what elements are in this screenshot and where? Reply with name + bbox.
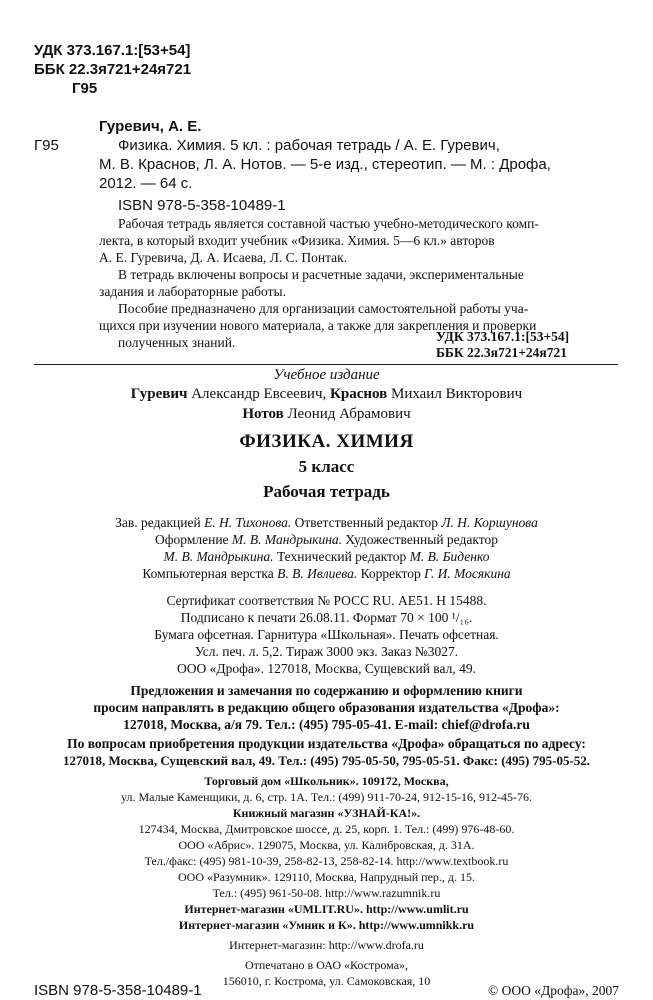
authors-line-1 — [0, 386, 653, 403]
bib-isbn: ISBN 978-5-358-10489-1 — [118, 197, 286, 214]
bib-title-line-1: Физика. Химия. 5 кл. : рабочая тетрадь / А. Е. Гуревич, — [118, 137, 500, 154]
footer-copyright: © ООО «Дрофа», 2007 — [488, 983, 619, 998]
imprint-publisher: ООО «Дрофа». 127018, Москва, Сущевский вал, 49. — [177, 661, 476, 676]
shop-5: Интернет-магазин «UMLIT.RU». http://www.umlit.ru — [184, 902, 469, 916]
credits-person: Г. И. Мосякина — [424, 566, 511, 581]
credits-person: М. В. Мандрыкина. — [231, 532, 343, 547]
book-grade: 5 класс — [298, 457, 355, 476]
book-subtitle: Рабочая тетрадь — [263, 482, 390, 501]
shop-7: Интернет-магазин: http://www.drofa.ru — [229, 938, 424, 952]
shop-6: Интернет-магазин «Умник и К». http://www.umnikk.ru — [178, 918, 475, 932]
credits-role: Оформление — [155, 532, 232, 547]
udk-code: УДК 373.167.1:[53+54] — [34, 42, 191, 59]
author-2-surname: Краснов — [329, 386, 388, 402]
bib-code: Г95 — [34, 137, 59, 154]
imprint-certificate: Сертификат соответствия № РОСС RU. АЕ51. Н 15488. — [166, 593, 487, 608]
credits-role: Корректор — [357, 566, 425, 581]
author-3-surname: Нотов — [242, 406, 284, 422]
credits-line-1 — [0, 515, 653, 531]
annotation-p2-line2: задания и лабораторные работы. — [99, 284, 286, 299]
annotation-p1-line1: Рабочая тетрадь является составной частью учебно-методического комп- — [118, 216, 539, 231]
shop-3-name: ООО «Абрис». 129075, Москва, ул. Калибровская, д. 31А. — [178, 838, 475, 852]
credits-role: Зав. редакцией — [115, 515, 205, 530]
annotation-bbk: ББК 22.3я721+24я721 — [436, 345, 567, 360]
credits-line-4 — [0, 566, 653, 582]
imprint-signed: Подписано к печати 26.08.11. Формат 70 × 100 ¹/₁₆. — [180, 610, 473, 625]
book-title: ФИЗИКА. ХИМИЯ — [239, 431, 414, 452]
bib-author: Гуревич, А. Е. — [99, 118, 202, 135]
printer-line-2: 156010, г. Кострома, ул. Самоковская, 10 — [222, 974, 431, 988]
annotation-p2-line1: В тетрадь включены вопросы и расчетные задачи, экспериментальные — [118, 267, 524, 282]
credits-line-3 — [0, 549, 653, 565]
annotation-p1-line2: лекта, в который входит учебник «Физика. Химия. 5—6 кл.» авторов — [99, 233, 495, 248]
section-divider — [34, 364, 618, 365]
author-1-surname: Гуревич — [130, 386, 188, 402]
credits-person: М. В. Биденко — [409, 549, 490, 564]
shop-3-contacts: Тел./факс: (495) 981-10-39, 258-82-13, 258-82-14. http://www.textbook.ru — [144, 854, 509, 868]
annotation-udk: УДК 373.167.1:[53+54] — [436, 329, 570, 344]
credits-role: Технический редактор — [273, 549, 410, 564]
credits-person: Л. Н. Коршунова — [441, 515, 538, 530]
bbk-code: ББК 22.3я721+24я721 — [34, 61, 192, 78]
shop-1-address: ул. Малые Каменщики, д. 6, стр. 1А. Тел.: (499) 911-70-24, 912-15-16, 912-45-76. — [121, 790, 532, 804]
suggestions-line-3: 127018, Москва, а/я 79. Тел.: (495) 795-05-41. E-mail: chief@drofa.ru — [123, 717, 530, 732]
shop-2-address: 127434, Москва, Дмитровское шоссе, д. 25, корп. 1. Тел.: (499) 976-48-60. — [138, 822, 515, 836]
shop-1-name: Торговый дом «Школьник». 109172, Москва, — [204, 774, 449, 788]
annotation-p1-line3: А. Е. Гуревича, Д. А. Исаева, Л. С. Понтак. — [99, 250, 348, 265]
credits-person: Е. Н. Тихонова. — [204, 515, 292, 530]
purchase-line-2: 127018, Москва, Сущевский вал, 49. Тел.: (495) 795-05-50, 795-05-51. Факс: (495) 795-05-52. — [62, 753, 591, 768]
bib-title-line-3: 2012. — 64 с. — [99, 175, 193, 192]
edition-type: Учебное издание — [273, 367, 380, 383]
suggestions-line-2: просим направлять в редакцию общего образования издательства «Дрофа»: — [93, 700, 560, 715]
shop-4-contacts: Тел.: (495) 961-50-08. http://www.razumnik.ru — [212, 886, 441, 900]
credits-person: М. В. Мандрыкина. — [163, 549, 274, 564]
imprint-paper: Бумага офсетная. Гарнитура «Школьная». Печать офсетная. — [154, 627, 499, 642]
bib-title-line-2: М. В. Краснов, Л. А. Нотов. — 5-е изд., стереотип. — М. : Дрофа, — [99, 156, 551, 173]
credits-person: В. В. Ивлиева. — [277, 566, 358, 581]
shop-4-name: ООО «Разумник». 129110, Москва, Напрудный пер., д. 15. — [177, 870, 476, 884]
suggestions-line-1: Предложения и замечания по содержанию и оформлению книги — [130, 683, 523, 698]
purchase-line-1: По вопросам приобретения продукции издательства «Дрофа» обращаться по адресу: — [67, 736, 586, 751]
shop-2-name: Книжный магазин «УЗНАЙ-КА!». — [232, 806, 421, 820]
author-sign-code: Г95 — [72, 80, 98, 97]
credits-role: Ответственный редактор — [291, 515, 442, 530]
footer-isbn: ISBN 978-5-358-10489-1 — [34, 982, 202, 999]
authors-line-2 — [0, 406, 653, 423]
imprint-print-run: Усл. печ. л. 5,2. Тираж 3000 экз. Заказ №3027. — [194, 644, 459, 659]
credits-role: Художественный редактор — [342, 532, 498, 547]
annotation-p3-line2: щихся при изучении нового материала, а также для закрепления и проверки — [99, 318, 537, 333]
printer-line-1: Отпечатано в ОАО «Кострома», — [244, 958, 409, 972]
credits-role: Компьютерная верстка — [142, 566, 278, 581]
author-3-name: Леонид Абрамович — [283, 406, 411, 422]
author-2-name: Михаил Викторович — [387, 386, 523, 402]
credits-line-2 — [0, 532, 653, 548]
author-1-name: Александр Евсеевич, — [187, 386, 327, 402]
annotation-p3-line1: Пособие предназначено для организации самостоятельной работы уча- — [118, 301, 529, 316]
annotation-p3-line3: полученных знаний. — [118, 335, 236, 350]
